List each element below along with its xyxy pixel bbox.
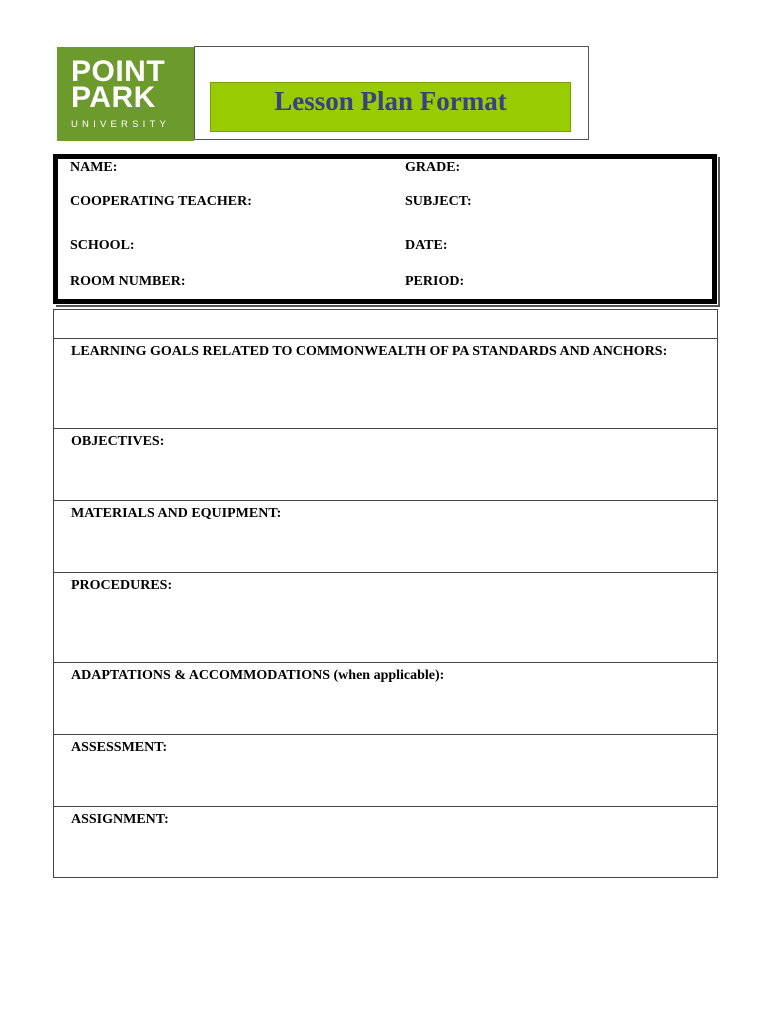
page-title: Lesson Plan Format (274, 86, 507, 116)
date-field-label[interactable]: DATE: (405, 238, 448, 253)
lesson-sections-table (53, 309, 718, 878)
name-field-label[interactable]: NAME: (70, 160, 118, 175)
section-label: MATERIALS AND EQUIPMENT: (71, 506, 282, 521)
grade-field-label[interactable]: GRADE: (405, 160, 461, 175)
room-number-field-label[interactable]: ROOM NUMBER: (70, 274, 186, 289)
point-park-logo (57, 47, 194, 141)
section-label: ASSIGNMENT: (71, 812, 169, 827)
section-objectives[interactable] (54, 428, 717, 500)
section-adaptations[interactable] (54, 662, 717, 734)
period-field-label[interactable]: PERIOD: (405, 274, 465, 289)
section-learning-goals[interactable] (54, 338, 717, 428)
school-field-label[interactable]: SCHOOL: (70, 238, 135, 253)
section-label: LEARNING GOALS RELATED TO COMMONWEALTH OF PA STANDARDS AND ANCHORS: (71, 344, 668, 359)
logo-line-park: PARK (71, 81, 156, 114)
section-materials-equipment[interactable] (54, 500, 717, 572)
cooperating-teacher-field-label[interactable]: COOPERATING TEACHER: (70, 194, 252, 209)
subject-field-label[interactable]: SUBJECT: (405, 194, 472, 209)
section-label: OBJECTIVES: (71, 434, 165, 449)
section-label: ADAPTATIONS & ACCOMMODATIONS (when applicable): (71, 668, 445, 683)
section-label: ASSESSMENT: (71, 740, 168, 755)
logo-line-point: POINT (71, 55, 166, 88)
section-assignment[interactable] (54, 806, 717, 877)
section-label: PROCEDURES: (71, 578, 173, 593)
title-box (194, 46, 589, 140)
title-band (210, 82, 571, 132)
section-procedures[interactable] (54, 572, 717, 662)
logo-line-university: UNIVERSITY (71, 119, 171, 130)
section-assessment[interactable] (54, 734, 717, 806)
